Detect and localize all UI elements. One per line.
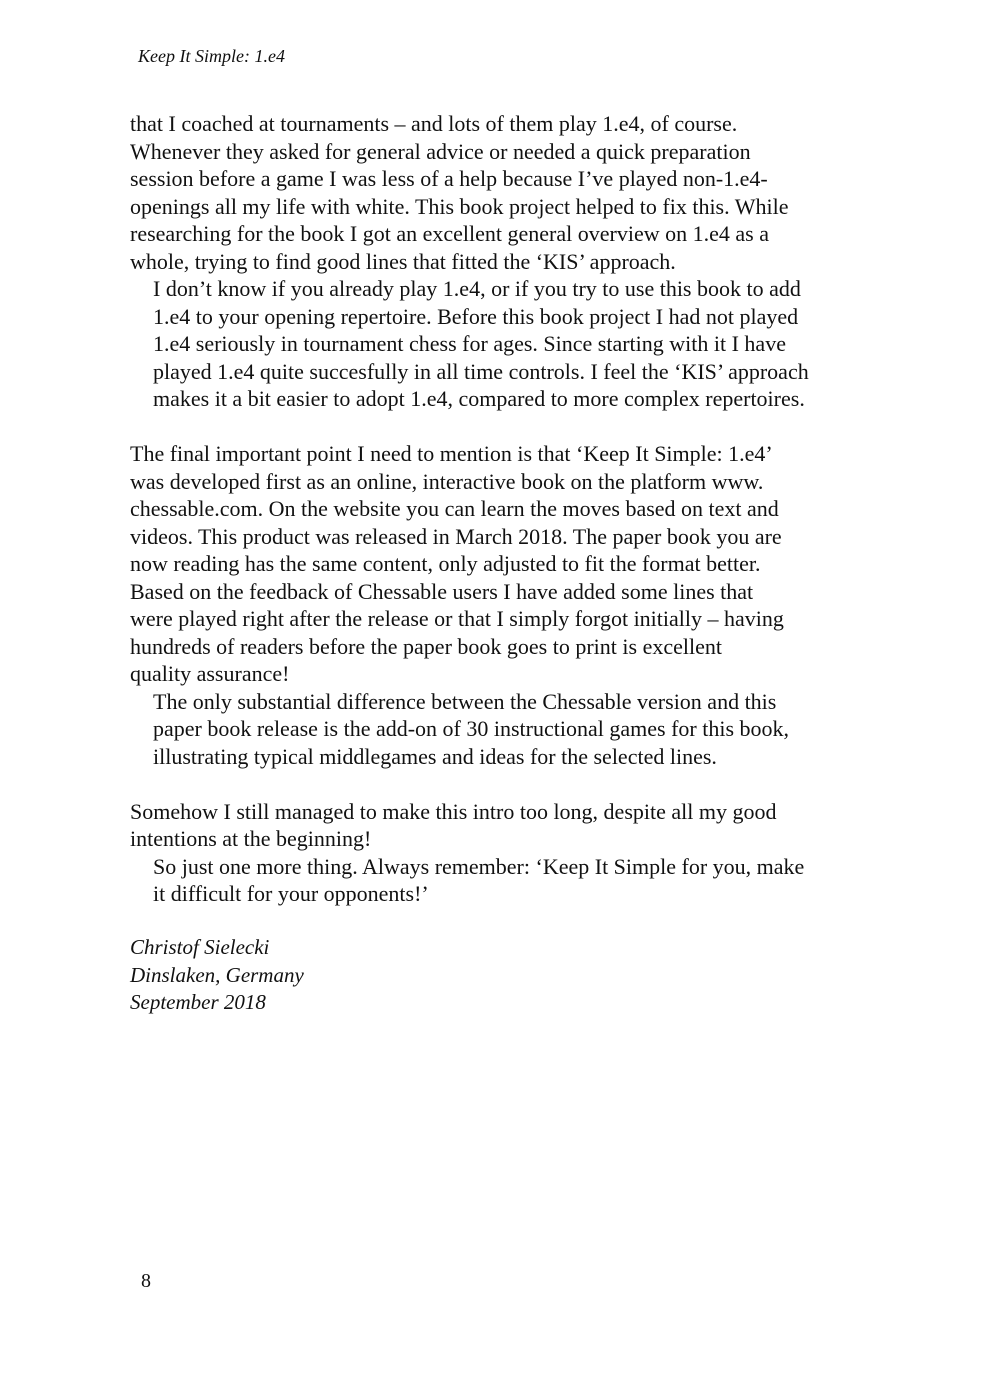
paragraph-gap (130, 413, 870, 441)
text-line: session before a game I was less of a help because I’ve played non-1.e4- (130, 166, 768, 191)
page-number: 8 (141, 1270, 151, 1292)
signature-block (130, 934, 304, 1017)
author-name: Christof Sielecki (130, 935, 270, 959)
text-line: So just one more thing. Always remember: ‘Keep It Simple for you, make (153, 853, 805, 879)
text-line: Somehow I still managed to make this intro too long, despite all my good (130, 798, 777, 824)
body-text (130, 110, 870, 908)
text-line: that I coached at tournaments – and lots of them play 1.e4, of course. (130, 111, 738, 136)
text-line: it difficult for your opponents!’ (153, 881, 429, 906)
text-line: quality assurance! (130, 661, 290, 686)
text-line: 1.e4 to your opening repertoire. Before this book project I had not played (153, 303, 799, 329)
paragraph-repertoire (130, 275, 870, 413)
text-line: were played right after the release or that I simply forgot initially – having (130, 606, 784, 631)
text-line: openings all my life with white. This book project helped to fix this. While (130, 193, 789, 219)
text-line: was developed first as an online, interactive book on the platform www. (130, 468, 764, 494)
signature-date: September 2018 (130, 990, 266, 1014)
paragraph-gap (130, 770, 870, 798)
text-line: The final important point I need to mention is that ‘Keep It Simple: 1.e4’ (130, 441, 773, 466)
text-line: Based on the feedback of Chessable users I have added some lines that (130, 578, 754, 604)
text-line: 1.e4 seriously in tournament chess for ages. Since starting with it I have (153, 331, 786, 356)
text-line: I don’t know if you already play 1.e4, or if you try to use this book to add (153, 276, 801, 301)
text-line: played 1.e4 quite succesfully in all time controls. I feel the ‘KIS’ approach (153, 358, 809, 384)
text-line: paper book release is the add-on of 30 instructional games for this book, (153, 716, 790, 741)
paragraph-chessable (130, 440, 870, 688)
text-line: chessable.com. On the website you can learn the moves based on text and (130, 496, 779, 521)
text-line: makes it a bit easier to adopt 1.e4, compared to more complex repertoires. (153, 386, 805, 411)
text-line: Whenever they asked for general advice or needed a quick preparation (130, 138, 751, 164)
text-line: The only substantial difference between the Chessable version and this (153, 688, 777, 714)
paragraph-closing-quote (130, 853, 870, 908)
paragraph-difference (130, 688, 870, 771)
author-location: Dinslaken, Germany (130, 962, 304, 987)
text-line: now reading has the same content, only adjusted to fit the format better. (130, 551, 761, 576)
text-line: intentions at the beginning! (130, 826, 372, 851)
text-line: hundreds of readers before the paper book goes to print is excellent (130, 633, 722, 659)
paragraph-intro-length (130, 798, 870, 853)
text-line: whole, trying to find good lines that fitted the ‘KIS’ approach. (130, 248, 676, 274)
paragraph-coaching (130, 110, 870, 275)
text-line: videos. This product was released in March 2018. The paper book you are (130, 523, 782, 549)
running-header: Keep It Simple: 1.e4 (138, 46, 285, 66)
text-line: illustrating typical middlegames and ideas for the selected lines. (153, 743, 717, 769)
text-line: researching for the book I got an excellent general overview on 1.e4 as a (130, 221, 769, 246)
